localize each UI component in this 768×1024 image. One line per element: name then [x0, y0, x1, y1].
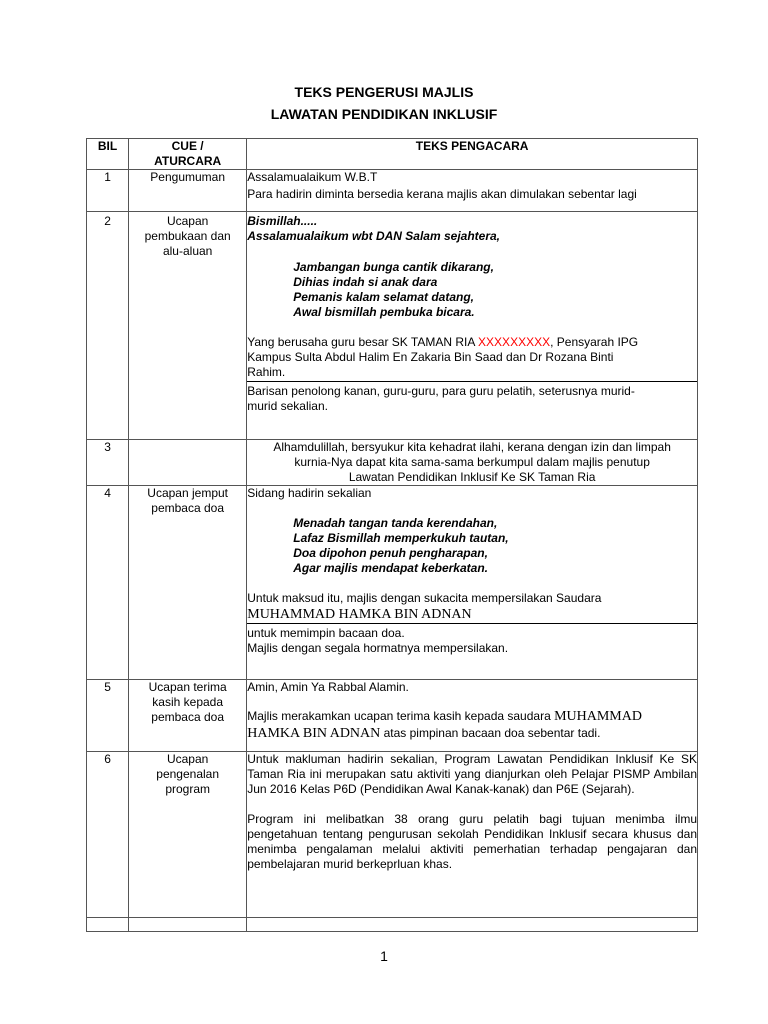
- row4-text: [247, 486, 698, 680]
- table-row: [87, 170, 698, 212]
- row6-bil: 6: [87, 752, 129, 918]
- row4-respect: Majlis dengan segala hormatnya mempersilakan.: [247, 641, 509, 655]
- row2-cue-line1: Ucapan: [166, 214, 209, 228]
- emcee-script-table: [86, 138, 698, 932]
- header-cue-line1: CUE /: [171, 139, 204, 153]
- row6-cue-line2: pengenalan: [156, 767, 220, 781]
- row4-cue-line1: Ucapan jemput: [147, 486, 229, 500]
- row2-vip-text-a: Yang berusaha guru besar SK TAMAN RIA: [247, 335, 479, 349]
- table-row: [87, 680, 698, 752]
- row5-cue: [129, 680, 247, 752]
- row6-cue: [129, 752, 247, 918]
- header-bil: BIL: [87, 139, 129, 170]
- row5-thanks-a: Majlis merakamkan ucapan terima kasih kepada saudara: [247, 709, 555, 723]
- row4-lead: untuk memimpin bacaan doa.: [247, 626, 405, 640]
- row2-cue: [129, 212, 247, 440]
- row3-bil: 3: [87, 440, 129, 486]
- row1-line1: Assalamualaikum W.B.T: [247, 170, 378, 184]
- row5-thanks-name2: HAMKA BIN ADNAN: [247, 726, 381, 741]
- row2-vip-line3: Rahim.: [247, 365, 286, 379]
- row2-poem-line: Dihias indah si anak dara: [293, 275, 438, 289]
- row3-line1: Alhamdulillah, bersyukur kita kehadrat ilahi, kerana dengan izin dan limpah: [273, 440, 671, 454]
- row3-line2: kurnia-Nya dapat kita sama-sama berkumpul dalam majlis penutup: [294, 455, 650, 469]
- row3-text: [247, 440, 698, 486]
- row3-line3: Lawatan Pendidikan Inklusif Ke SK Taman Ria: [348, 470, 596, 484]
- row2-poem-line: Jambangan bunga cantik dikarang,: [293, 260, 494, 274]
- table-row: [87, 212, 698, 440]
- row2-vip-line2: Kampus Sulta Abdul Halim En Zakaria Bin Saad dan Dr Rozana Binti: [247, 350, 614, 364]
- row6-cue-line1: Ucapan: [166, 752, 209, 766]
- header-teks: TEKS PENGACARA: [247, 139, 698, 170]
- row4-invitee-name: MUHAMMAD HAMKA BIN ADNAN: [247, 606, 697, 624]
- row3-cue: [129, 440, 247, 486]
- row5-cue-line1: Ucapan terima: [148, 680, 227, 694]
- page-number: 1: [380, 948, 388, 964]
- row2-cue-line2: pembukaan dan: [144, 229, 231, 243]
- row1-text: [247, 170, 698, 212]
- row2-staff-line1: Barisan penolong kanan, guru-guru, para guru pelatih, seterusnya murid-: [247, 384, 635, 398]
- row2-vip-text-b: , Pensyarah IPG: [550, 335, 639, 349]
- row2-bil: 2: [87, 212, 129, 440]
- row5-amin: Amin, Amin Ya Rabbal Alamin.: [247, 680, 409, 694]
- row5-thanks-name1: MUHAMMAD: [554, 709, 642, 724]
- row4-poem-line: Agar majlis mendapat keberkatan.: [293, 561, 488, 575]
- document-title-line1: TEKS PENGERUSI MAJLIS: [294, 84, 474, 100]
- row6-para1: Untuk makluman hadirin sekalian, Program Lawatan Pendidikan Inklusif Ke SK Taman Ria ini merupakan satu aktiviti yang dianjurkan oleh Pelajar PISMP Ambilan Jun 2016 Kelas P6D (Pendidikan Awal Kanak-kanak) dan P6E (Sejarah).: [247, 752, 697, 796]
- row5-cue-line2: kasih kepada: [152, 695, 224, 709]
- row6-text: [247, 752, 698, 918]
- table-row: [87, 486, 698, 680]
- row1-cue: Pengumuman: [129, 170, 247, 212]
- row2-greeting-2: Assalamualaikum wbt DAN Salam sejahtera,: [247, 229, 501, 243]
- document-title-line2: LAWATAN PENDIDIKAN INKLUSIF: [270, 106, 498, 122]
- table-row-empty: [87, 918, 698, 932]
- row5-text: [247, 680, 698, 752]
- row4-invite: Untuk maksud itu, majlis dengan sukacita mempersilakan Saudara: [247, 591, 602, 605]
- row5-cue-line3: pembaca doa: [151, 710, 225, 724]
- row1-line2: Para hadirin diminta bersedia kerana majlis akan dimulakan sebentar lagi: [247, 187, 637, 201]
- row5-bil: 5: [87, 680, 129, 752]
- row2-poem-line: Pemanis kalam selamat datang,: [293, 290, 474, 304]
- row4-bil: 4: [87, 486, 129, 680]
- row4-poem-line: Menadah tangan tanda kerendahan,: [293, 516, 498, 530]
- row2-text: [247, 212, 698, 440]
- row6-para2: Program ini melibatkan 38 orang guru pelatih bagi tujuan menimba ilmu pengetahuan tentang pengurusan sekolah Pendidikan Inklusif secara khusus dan menimba pengalaman melalui aktiviti pemerhatian terhadap pengajaran dan pembelajaran murid berkeprluan khas.: [247, 812, 697, 871]
- row2-poem-line: Awal bismillah pembuka bicara.: [293, 305, 475, 319]
- row1-bil: 1: [87, 170, 129, 212]
- row2-greeting-1: Bismillah.....: [247, 214, 318, 228]
- header-cue: [129, 139, 247, 170]
- row2-vip-paragraph: [247, 335, 697, 382]
- table-row: [87, 440, 698, 486]
- row4-cue: [129, 486, 247, 680]
- row2-cue-line3: alu-aluan: [162, 244, 213, 258]
- row4-cue-line2: pembaca doa: [151, 501, 225, 515]
- table-row: [87, 752, 698, 918]
- header-cue-line2: ATURCARA: [154, 154, 222, 168]
- row5-thanks: [247, 708, 697, 725]
- row2-staff-line2: murid sekalian.: [247, 399, 328, 413]
- row5-thanks-b: atas pimpinan bacaan doa sebentar tadi.: [380, 726, 601, 740]
- row4-poem-line: Lafaz Bismillah memperkukuh tautan,: [293, 531, 509, 545]
- row4-poem-line: Doa dipohon penuh pengharapan,: [293, 546, 488, 560]
- table-header-row: [87, 139, 698, 170]
- row6-cue-line3: program: [165, 782, 210, 796]
- row2-vip-redacted-name: XXXXXXXXX: [478, 335, 551, 349]
- row4-intro: Sidang hadirin sekalian: [247, 486, 372, 500]
